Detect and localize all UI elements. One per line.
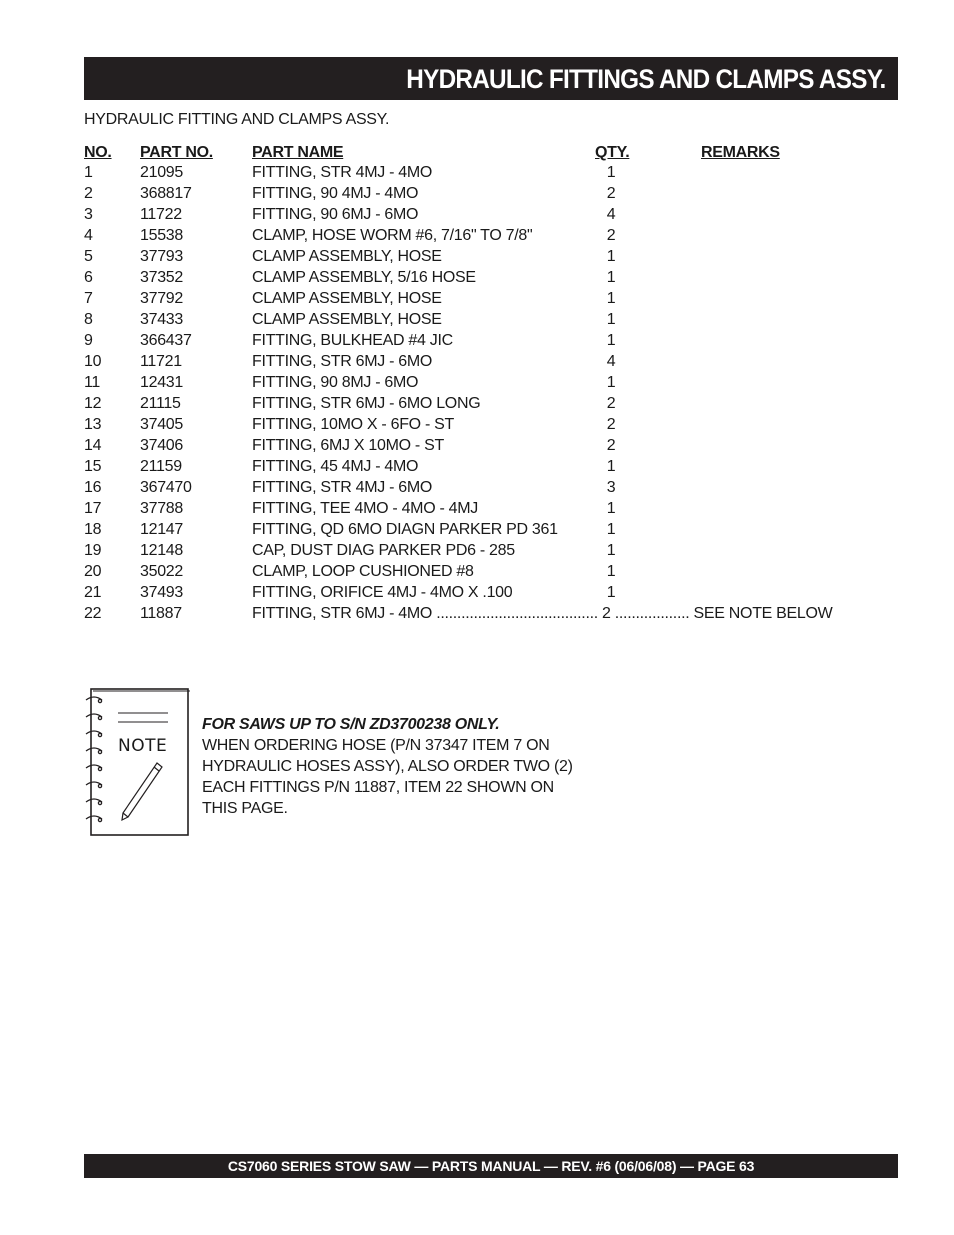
- table-row: [84, 435, 864, 456]
- cell-part-name: CLAMP, HOSE WORM #6, 7/16" TO 7/8": [252, 227, 533, 244]
- column-header-part-no: PART NO.: [140, 144, 213, 161]
- cell-qty: 4: [606, 353, 616, 370]
- cell-no: 1: [84, 164, 93, 181]
- cell-part-no: 37352: [140, 269, 183, 286]
- cell-qty: 1: [606, 311, 616, 328]
- cell-part-name: FITTING, 90 8MJ - 6MO: [252, 374, 419, 391]
- cell-part-no: 367470: [140, 479, 192, 496]
- note-icon-label: NOTE: [118, 736, 168, 756]
- table-row: [84, 540, 864, 561]
- cell-part-no: 368817: [140, 185, 192, 202]
- cell-part-no: 37788: [140, 500, 183, 517]
- cell-part-name: FITTING, BULKHEAD #4 JIC: [252, 332, 453, 349]
- cell-qty: 2: [606, 227, 616, 244]
- note-heading: FOR SAWS UP TO S/N ZD3700238 ONLY.: [202, 716, 500, 733]
- cell-no: 9: [84, 332, 93, 349]
- cell-no: 3: [84, 206, 93, 223]
- footer-bar: [84, 1154, 898, 1178]
- cell-part-name: CAP, DUST DIAG PARKER PD6 - 285: [252, 542, 515, 559]
- table-row: [84, 225, 864, 246]
- table-header-row: [84, 142, 864, 162]
- cell-part-no: 366437: [140, 332, 192, 349]
- cell-part-no: 21095: [140, 164, 183, 181]
- cell-part-name: CLAMP, LOOP CUSHIONED #8: [252, 563, 474, 580]
- table-row: [84, 477, 864, 498]
- cell-no: 14: [84, 437, 102, 454]
- cell-no: 17: [84, 500, 102, 517]
- cell-part-name: CLAMP ASSEMBLY, 5/16 HOSE: [252, 269, 476, 286]
- cell-no: 7: [84, 290, 93, 307]
- cell-qty: 1: [606, 584, 616, 601]
- cell-part-no: 15538: [140, 227, 183, 244]
- note-line: HYDRAULIC HOSES ASSY), ALSO ORDER TWO (2): [202, 758, 573, 775]
- cell-part-no: 12148: [140, 542, 183, 559]
- cell-part-name: FITTING, QD 6MO DIAGN PARKER PD 361: [252, 521, 558, 538]
- cell-no: 13: [84, 416, 102, 433]
- cell-part-no: 37405: [140, 416, 183, 433]
- cell-part-no: 37793: [140, 248, 183, 265]
- cell-part-no: 11721: [140, 353, 182, 370]
- table-row: [84, 162, 864, 183]
- table-row: [84, 603, 864, 624]
- parts-table: [84, 142, 864, 624]
- cell-qty: 1: [606, 332, 616, 349]
- table-body: [84, 162, 864, 603]
- cell-part-no: 11887: [140, 605, 182, 622]
- cell-part-name: FITTING, STR 4MJ - 4MO: [252, 164, 433, 181]
- footer-text: CS7060 SERIES STOW SAW — PARTS MANUAL — REV. #6 (06/06/08) — PAGE 63: [227, 1158, 755, 1174]
- table-row: [84, 519, 864, 540]
- cell-part-no: 12431: [140, 374, 183, 391]
- cell-part-name: FITTING, 45 4MJ - 4MO: [252, 458, 419, 475]
- cell-part-name: CLAMP ASSEMBLY, HOSE: [252, 248, 442, 265]
- section-subtitle: HYDRAULIC FITTING AND CLAMPS ASSY.: [84, 111, 390, 128]
- cell-no: 8: [84, 311, 93, 328]
- note-line: THIS PAGE.: [202, 800, 288, 817]
- cell-part-name: FITTING, 10MO X - 6FO - ST: [252, 416, 454, 433]
- cell-qty: 1: [606, 164, 616, 181]
- cell-part-name: FITTING, TEE 4MO - 4MO - 4MJ: [252, 500, 478, 517]
- cell-no: 16: [84, 479, 102, 496]
- cell-no: 4: [84, 227, 93, 244]
- table-row: [84, 351, 864, 372]
- cell-no: 2: [84, 185, 93, 202]
- cell-qty: 1: [606, 563, 616, 580]
- cell-no: 10: [84, 353, 102, 370]
- cell-qty: 1: [606, 500, 616, 517]
- cell-part-no: 37433: [140, 311, 183, 328]
- cell-part-name: FITTING, STR 6MJ - 6MO: [252, 353, 433, 370]
- cell-part-name: FITTING, 6MJ X 10MO - ST: [252, 437, 444, 454]
- column-header-no: NO.: [84, 144, 112, 161]
- cell-part-name-with-leader: FITTING, STR 6MJ - 4MO ....................................... 2 .................. SEE NOTE BELOW: [252, 605, 833, 622]
- cell-part-name: FITTING, STR 4MJ - 6MO: [252, 479, 433, 496]
- cell-qty: 1: [606, 521, 616, 538]
- cell-no: 20: [84, 563, 102, 580]
- cell-no: 22: [84, 605, 102, 622]
- cell-part-name: CLAMP ASSEMBLY, HOSE: [252, 290, 442, 307]
- cell-qty: 4: [606, 206, 616, 223]
- cell-part-no: 11722: [140, 206, 182, 223]
- cell-no: 5: [84, 248, 93, 265]
- cell-part-no: 37493: [140, 584, 183, 601]
- cell-part-no: 35022: [140, 563, 183, 580]
- cell-qty: 2: [606, 437, 616, 454]
- table-row: [84, 372, 864, 393]
- cell-part-no: 37406: [140, 437, 183, 454]
- cell-qty: 2: [606, 416, 616, 433]
- table-row: [84, 309, 864, 330]
- cell-part-name: FITTING, ORIFICE 4MJ - 4MO X .100: [252, 584, 513, 601]
- cell-part-name: CLAMP ASSEMBLY, HOSE: [252, 311, 442, 328]
- note-line: WHEN ORDERING HOSE (P/N 37347 ITEM 7 ON: [202, 737, 550, 754]
- cell-no: 12: [84, 395, 102, 412]
- cell-qty: 1: [606, 269, 616, 286]
- column-header-part-name: PART NAME: [252, 144, 344, 161]
- table-row: [84, 393, 864, 414]
- table-row: [84, 204, 864, 225]
- cell-qty: 2: [606, 185, 616, 202]
- table-row: [84, 288, 864, 309]
- cell-qty: 3: [606, 479, 616, 496]
- cell-part-no: 21115: [140, 395, 181, 412]
- cell-qty: 1: [606, 290, 616, 307]
- cell-part-no: 12147: [140, 521, 183, 538]
- column-header-qty: QTY.: [595, 144, 630, 161]
- table-row: [84, 456, 864, 477]
- cell-no: 18: [84, 521, 102, 538]
- cell-part-name: FITTING, 90 6MJ - 6MO: [252, 206, 419, 223]
- note-text: [202, 714, 602, 819]
- table-row: [84, 582, 864, 603]
- note-icon: [84, 686, 192, 838]
- note-line: EACH FITTINGS P/N 11887, ITEM 22 SHOWN ON: [202, 779, 554, 796]
- cell-part-no: 37792: [140, 290, 183, 307]
- table-row: [84, 183, 864, 204]
- column-header-remarks: REMARKS: [701, 144, 780, 161]
- table-row: [84, 498, 864, 519]
- cell-qty: 1: [606, 458, 616, 475]
- cell-no: 6: [84, 269, 93, 286]
- cell-no: 19: [84, 542, 102, 559]
- cell-qty: 1: [606, 542, 616, 559]
- cell-qty: 1: [606, 248, 616, 265]
- cell-part-name: FITTING, STR 6MJ - 6MO LONG: [252, 395, 481, 412]
- table-row: [84, 330, 864, 351]
- table-row: [84, 414, 864, 435]
- cell-qty: 1: [606, 374, 616, 391]
- cell-qty: 2: [606, 395, 616, 412]
- cell-no: 21: [84, 584, 102, 601]
- table-row: [84, 246, 864, 267]
- cell-part-name: FITTING, 90 4MJ - 4MO: [252, 185, 419, 202]
- page-title: HYDRAULIC FITTINGS AND CLAMPS ASSY.: [406, 64, 886, 94]
- table-row: [84, 267, 864, 288]
- table-row: [84, 561, 864, 582]
- page-title-bar: [84, 57, 898, 100]
- cell-no: 15: [84, 458, 102, 475]
- cell-no: 11: [84, 374, 101, 391]
- cell-part-no: 21159: [140, 458, 182, 475]
